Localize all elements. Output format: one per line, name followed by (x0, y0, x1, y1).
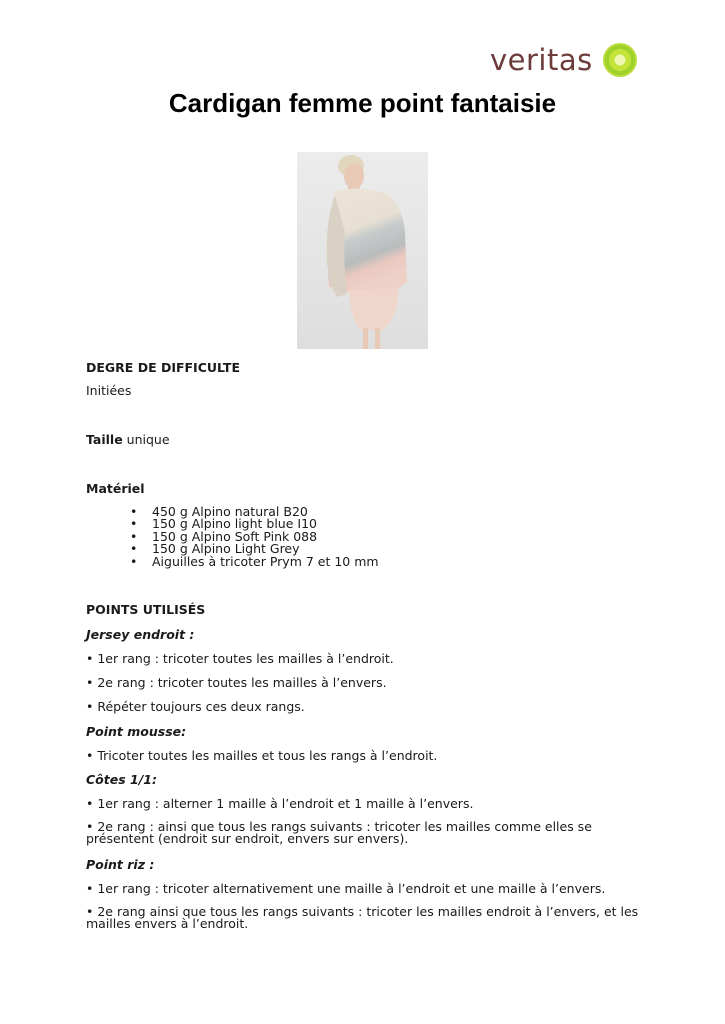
mousse-title: Point mousse: (86, 724, 187, 739)
mousse-line-1: • Tricoter toutes les mailles et tous les rangs à l’endroit. (86, 748, 438, 763)
jersey-title: Jersey endroit : (86, 627, 195, 642)
list-item: • 150 g Alpino light blue I10 (130, 518, 379, 530)
riz-line-2: • 2e rang ainsi que tous les rangs suivants : tricoter les mailles endroit à l’envers, et les mailles envers à l’endroit. (86, 904, 639, 931)
riz-title: Point riz : (86, 857, 155, 872)
material-heading: Matériel (86, 481, 145, 496)
brand-name: veritas (490, 42, 593, 77)
stitches-heading: POINTS UTILISÉS (86, 602, 206, 617)
list-item: • Aiguilles à tricoter Prym 7 et 10 mm (130, 556, 379, 568)
cotes-line-2: • 2e rang : ainsi que tous les rangs suivants : tricoter les mailles comme elles se présentent (endroit sur endroit, envers sur envers). (86, 819, 592, 846)
list-item: • 450 g Alpino natural B20 (130, 506, 379, 518)
jersey-line-2: • 2e rang : tricoter toutes les mailles à l’envers. (86, 675, 387, 690)
size-value: unique (122, 432, 170, 447)
brand-logo (490, 40, 637, 80)
difficulty-heading: DEGRE DE DIFFICULTE (86, 360, 240, 375)
material-list (130, 506, 379, 568)
cotes-line-1: • 1er rang : alterner 1 maille à l’endroit et 1 maille à l’envers. (86, 796, 474, 811)
size-label: Taille (86, 432, 123, 447)
brand-mark-icon (603, 43, 637, 77)
jersey-line-1: • 1er rang : tricoter toutes les mailles à l’endroit. (86, 651, 394, 666)
difficulty-value: Initiées (86, 383, 132, 398)
page-title: Cardigan femme point fantaisie (168, 88, 557, 118)
riz-line-1: • 1er rang : tricoter alternativement une maille à l’endroit et une maille à l’envers. (86, 881, 606, 896)
jersey-line-3: • Répéter toujours ces deux rangs. (86, 699, 305, 714)
size-line (86, 432, 170, 447)
product-photo (297, 152, 428, 349)
list-item: • 150 g Alpino Light Grey (130, 543, 379, 555)
cotes-title: Côtes 1/1: (86, 772, 157, 787)
list-item: • 150 g Alpino Soft Pink 088 (130, 531, 379, 543)
